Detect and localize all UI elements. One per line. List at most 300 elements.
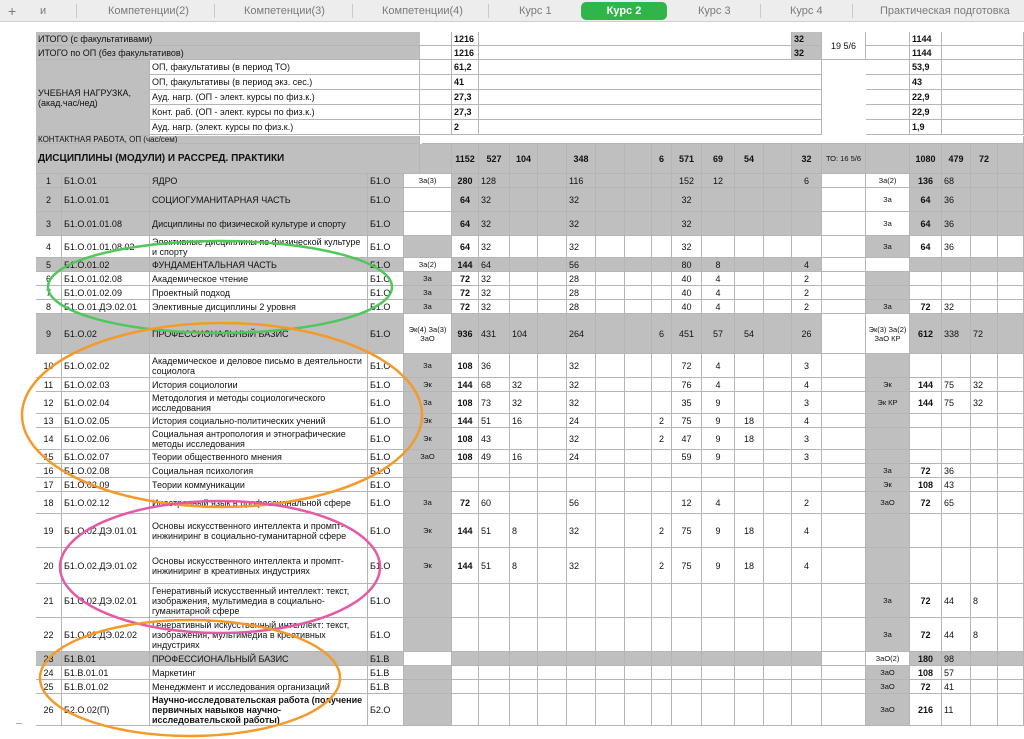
row-11-c[interactable] bbox=[538, 378, 567, 392]
row-4-c[interactable] bbox=[538, 236, 567, 258]
row-7-x4[interactable] bbox=[822, 286, 866, 300]
row-16-b[interactable] bbox=[510, 464, 538, 478]
row-2-h[interactable]: 64 bbox=[452, 188, 479, 212]
row-13-f[interactable]: 75 bbox=[672, 414, 702, 428]
row-24-code[interactable]: Б1.В.01.01 bbox=[62, 666, 150, 680]
row-12-h[interactable]: 108 bbox=[452, 392, 479, 414]
row-7-f[interactable]: 40 bbox=[672, 286, 702, 300]
cell-itogo-fakult-label[interactable]: ИТОГО (с факультативами) bbox=[36, 32, 452, 46]
row-10-d[interactable]: 32 bbox=[567, 354, 596, 378]
row-22-name[interactable]: Генеративный искусственный интеллект: текст, изображения, мультимедиа в креативных индустриях bbox=[150, 618, 368, 652]
row-23-a[interactable] bbox=[479, 652, 510, 666]
row-5-k[interactable] bbox=[735, 258, 764, 272]
header-cell-a2[interactable]: 479 bbox=[942, 144, 971, 174]
row-19-x2[interactable] bbox=[625, 514, 652, 548]
row-22-x4[interactable] bbox=[822, 618, 866, 652]
row-3-a2[interactable]: 36 bbox=[942, 212, 971, 236]
cell[interactable] bbox=[420, 32, 452, 46]
row-16-part[interactable]: Б1.О bbox=[368, 464, 404, 478]
row-15-n[interactable]: 15 bbox=[36, 450, 62, 464]
row-5-b2[interactable] bbox=[971, 258, 998, 272]
row-6-a[interactable]: 32 bbox=[479, 272, 510, 286]
row-23-a2[interactable]: 98 bbox=[942, 652, 971, 666]
load-row-value-2[interactable]: 22,9 bbox=[910, 90, 942, 105]
row-11-c2[interactable]: Эк bbox=[866, 378, 910, 392]
row-11-k[interactable] bbox=[735, 378, 764, 392]
row-17-h2[interactable]: 108 bbox=[910, 478, 942, 492]
row-17-n[interactable]: 17 bbox=[36, 478, 62, 492]
row-24-b2[interactable] bbox=[971, 666, 998, 680]
row-6-x4[interactable] bbox=[822, 272, 866, 286]
row-6-d[interactable]: 28 bbox=[567, 272, 596, 286]
row-8-a[interactable]: 32 bbox=[479, 300, 510, 314]
row-13-k[interactable]: 18 bbox=[735, 414, 764, 428]
row-15-part[interactable]: Б1.О bbox=[368, 450, 404, 464]
row-22-c2[interactable]: За bbox=[866, 618, 910, 652]
cell[interactable] bbox=[866, 60, 910, 75]
row-16-x5[interactable] bbox=[998, 464, 1024, 478]
row-11-x2[interactable] bbox=[625, 378, 652, 392]
row-20-b[interactable]: 8 bbox=[510, 548, 538, 584]
cell[interactable] bbox=[866, 90, 910, 105]
row-22-n[interactable]: 22 bbox=[36, 618, 62, 652]
cell-itogo-op-label[interactable]: ИТОГО по ОП (без факультативов) bbox=[36, 46, 420, 60]
row-24-x2[interactable] bbox=[625, 666, 652, 680]
row-24-ctl[interactable] bbox=[404, 666, 452, 680]
row-11-x1[interactable] bbox=[596, 378, 625, 392]
row-20-c[interactable] bbox=[538, 548, 567, 584]
row-20-part[interactable]: Б1.О bbox=[368, 548, 404, 584]
row-22-x3[interactable] bbox=[764, 618, 792, 652]
row-13-ctl[interactable]: Эк bbox=[404, 414, 452, 428]
row-21-f[interactable] bbox=[672, 584, 702, 618]
row-16-a2[interactable]: 36 bbox=[942, 464, 971, 478]
row-5-x5[interactable] bbox=[998, 258, 1024, 272]
row-4-x5[interactable] bbox=[998, 236, 1024, 258]
header-cell-k[interactable]: 54 bbox=[735, 144, 764, 174]
row-26-x3[interactable] bbox=[764, 694, 792, 726]
row-13-d[interactable]: 24 bbox=[567, 414, 596, 428]
row-19-ctl[interactable]: Эк bbox=[404, 514, 452, 548]
row-26-a2[interactable]: 11 bbox=[942, 694, 971, 726]
row-22-h[interactable] bbox=[452, 618, 479, 652]
header-cell-x1[interactable] bbox=[596, 144, 625, 174]
row-2-g[interactable] bbox=[702, 188, 735, 212]
row-13-h2[interactable] bbox=[910, 414, 942, 428]
row-9-a2[interactable]: 338 bbox=[942, 314, 971, 354]
row-7-m[interactable]: 2 bbox=[792, 286, 822, 300]
row-7-b[interactable] bbox=[510, 286, 538, 300]
row-8-g[interactable]: 4 bbox=[702, 300, 735, 314]
row-17-g[interactable] bbox=[702, 478, 735, 492]
row-17-x3[interactable] bbox=[764, 478, 792, 492]
header-cell-x3[interactable] bbox=[764, 144, 792, 174]
row-12-b2[interactable]: 32 bbox=[971, 392, 998, 414]
cell[interactable] bbox=[942, 75, 1024, 90]
add-sheet-icon[interactable]: + bbox=[8, 3, 17, 19]
row-17-c2[interactable]: Эк bbox=[866, 478, 910, 492]
row-24-b[interactable] bbox=[510, 666, 538, 680]
row-25-x3[interactable] bbox=[764, 680, 792, 694]
row-6-name[interactable]: Академическое чтение bbox=[150, 272, 368, 286]
row-3-part[interactable]: Б1.О bbox=[368, 212, 404, 236]
row-18-part[interactable]: Б1.О bbox=[368, 492, 404, 514]
row-26-f[interactable] bbox=[672, 694, 702, 726]
cell[interactable] bbox=[479, 75, 822, 90]
row-17-x4[interactable] bbox=[822, 478, 866, 492]
row-18-code[interactable]: Б1.О.02.12 bbox=[62, 492, 150, 514]
row-12-k[interactable] bbox=[735, 392, 764, 414]
row-18-k[interactable] bbox=[735, 492, 764, 514]
row-6-f[interactable]: 40 bbox=[672, 272, 702, 286]
row-15-a[interactable]: 49 bbox=[479, 450, 510, 464]
row-24-g[interactable] bbox=[702, 666, 735, 680]
row-14-a2[interactable] bbox=[942, 428, 971, 450]
cell-itogo-op-total[interactable]: 1216 bbox=[452, 46, 479, 60]
row-25-part[interactable]: Б1.В bbox=[368, 680, 404, 694]
row-24-k[interactable] bbox=[735, 666, 764, 680]
row-14-a[interactable]: 43 bbox=[479, 428, 510, 450]
row-21-c2[interactable]: За bbox=[866, 584, 910, 618]
row-12-name[interactable]: Методология и методы социологического исследования bbox=[150, 392, 368, 414]
row-2-x3[interactable] bbox=[764, 188, 792, 212]
row-24-f[interactable] bbox=[672, 666, 702, 680]
row-9-c[interactable] bbox=[538, 314, 567, 354]
row-23-e[interactable] bbox=[652, 652, 672, 666]
row-22-d[interactable] bbox=[567, 618, 596, 652]
row-14-part[interactable]: Б1.О bbox=[368, 428, 404, 450]
cell[interactable] bbox=[866, 105, 910, 120]
row-18-x2[interactable] bbox=[625, 492, 652, 514]
row-23-x2[interactable] bbox=[625, 652, 652, 666]
row-14-h2[interactable] bbox=[910, 428, 942, 450]
load-row-value-2[interactable]: 22,9 bbox=[910, 105, 942, 120]
row-22-code[interactable]: Б1.О.02.ДЭ.02.02 bbox=[62, 618, 150, 652]
row-7-b2[interactable] bbox=[971, 286, 998, 300]
cell-itogo-op-32[interactable]: 32 bbox=[792, 46, 822, 60]
row-4-a2[interactable]: 36 bbox=[942, 236, 971, 258]
row-3-n[interactable]: 3 bbox=[36, 212, 62, 236]
row-24-a[interactable] bbox=[479, 666, 510, 680]
row-19-g[interactable]: 9 bbox=[702, 514, 735, 548]
row-20-n[interactable]: 20 bbox=[36, 548, 62, 584]
row-19-part[interactable]: Б1.О bbox=[368, 514, 404, 548]
row-14-c[interactable] bbox=[538, 428, 567, 450]
row-18-x3[interactable] bbox=[764, 492, 792, 514]
row-5-a[interactable]: 64 bbox=[479, 258, 510, 272]
row-17-k[interactable] bbox=[735, 478, 764, 492]
row-8-k[interactable] bbox=[735, 300, 764, 314]
row-5-f[interactable]: 80 bbox=[672, 258, 702, 272]
row-18-c2[interactable]: ЗаО bbox=[866, 492, 910, 514]
row-24-x4[interactable] bbox=[822, 666, 866, 680]
row-14-d[interactable]: 32 bbox=[567, 428, 596, 450]
row-15-d[interactable]: 24 bbox=[567, 450, 596, 464]
header-cell-c2[interactable] bbox=[866, 144, 910, 174]
row-8-b2[interactable] bbox=[971, 300, 998, 314]
row-17-x2[interactable] bbox=[625, 478, 652, 492]
header-cell-b2[interactable]: 72 bbox=[971, 144, 998, 174]
row-21-x2[interactable] bbox=[625, 584, 652, 618]
row-25-b2[interactable] bbox=[971, 680, 998, 694]
row-15-x5[interactable] bbox=[998, 450, 1024, 464]
row-15-h[interactable]: 108 bbox=[452, 450, 479, 464]
row-20-f[interactable]: 75 bbox=[672, 548, 702, 584]
cell-itogo-fakult-t2[interactable]: 1144 bbox=[910, 32, 942, 46]
row-21-k[interactable] bbox=[735, 584, 764, 618]
row-1-d[interactable]: 116 bbox=[567, 174, 596, 188]
row-13-b2[interactable] bbox=[971, 414, 998, 428]
row-1-b[interactable] bbox=[510, 174, 538, 188]
row-7-n[interactable]: 7 bbox=[36, 286, 62, 300]
row-22-ctl[interactable] bbox=[404, 618, 452, 652]
header-cell-a[interactable]: 527 bbox=[479, 144, 510, 174]
row-22-f[interactable] bbox=[672, 618, 702, 652]
row-20-g[interactable]: 9 bbox=[702, 548, 735, 584]
row-15-k[interactable] bbox=[735, 450, 764, 464]
row-14-code[interactable]: Б1.О.02.06 bbox=[62, 428, 150, 450]
row-19-b[interactable]: 8 bbox=[510, 514, 538, 548]
row-16-f[interactable] bbox=[672, 464, 702, 478]
row-25-a2[interactable]: 41 bbox=[942, 680, 971, 694]
row-15-x1[interactable] bbox=[596, 450, 625, 464]
row-13-g[interactable]: 9 bbox=[702, 414, 735, 428]
row-18-x4[interactable] bbox=[822, 492, 866, 514]
row-25-d[interactable] bbox=[567, 680, 596, 694]
row-17-e[interactable] bbox=[652, 478, 672, 492]
row-12-e[interactable] bbox=[652, 392, 672, 414]
header-cell-h2[interactable]: 1080 bbox=[910, 144, 942, 174]
row-3-k[interactable] bbox=[735, 212, 764, 236]
row-2-a2[interactable]: 36 bbox=[942, 188, 971, 212]
header-cell-f[interactable]: 571 bbox=[672, 144, 702, 174]
row-16-c[interactable] bbox=[538, 464, 567, 478]
row-14-ctl[interactable]: Эк bbox=[404, 428, 452, 450]
tab-partial[interactable]: и bbox=[40, 5, 47, 17]
row-23-k[interactable] bbox=[735, 652, 764, 666]
row-18-a2[interactable]: 65 bbox=[942, 492, 971, 514]
row-26-b[interactable] bbox=[510, 694, 538, 726]
row-10-x5[interactable] bbox=[998, 354, 1024, 378]
row-7-e[interactable] bbox=[652, 286, 672, 300]
row-4-ctl[interactable] bbox=[404, 236, 452, 258]
row-10-f[interactable]: 72 bbox=[672, 354, 702, 378]
row-26-c[interactable] bbox=[538, 694, 567, 726]
row-19-c[interactable] bbox=[538, 514, 567, 548]
row-5-m[interactable]: 4 bbox=[792, 258, 822, 272]
header-cell-m[interactable]: 32 bbox=[792, 144, 822, 174]
row-21-m[interactable] bbox=[792, 584, 822, 618]
row-8-x4[interactable] bbox=[822, 300, 866, 314]
row-2-x1[interactable] bbox=[596, 188, 625, 212]
row-12-c2[interactable]: Эк КР bbox=[866, 392, 910, 414]
cell[interactable] bbox=[479, 32, 792, 46]
row-15-x4[interactable] bbox=[822, 450, 866, 464]
row-1-c[interactable] bbox=[538, 174, 567, 188]
row-10-a2[interactable] bbox=[942, 354, 971, 378]
load-row-value[interactable]: 27,3 bbox=[452, 105, 479, 120]
row-12-part[interactable]: Б1.О bbox=[368, 392, 404, 414]
row-18-g[interactable]: 4 bbox=[702, 492, 735, 514]
row-5-b[interactable] bbox=[510, 258, 538, 272]
row-12-f[interactable]: 35 bbox=[672, 392, 702, 414]
row-25-x1[interactable] bbox=[596, 680, 625, 694]
row-4-b2[interactable] bbox=[971, 236, 998, 258]
row-19-n[interactable]: 19 bbox=[36, 514, 62, 548]
row-1-m[interactable]: 6 bbox=[792, 174, 822, 188]
row-12-x3[interactable] bbox=[764, 392, 792, 414]
row-15-e[interactable] bbox=[652, 450, 672, 464]
row-24-e[interactable] bbox=[652, 666, 672, 680]
row-24-c2[interactable]: ЗаО bbox=[866, 666, 910, 680]
row-5-h2[interactable] bbox=[910, 258, 942, 272]
row-12-n[interactable]: 12 bbox=[36, 392, 62, 414]
load-row-value-2[interactable]: 43 bbox=[910, 75, 942, 90]
row-13-n[interactable]: 13 bbox=[36, 414, 62, 428]
row-1-x3[interactable] bbox=[764, 174, 792, 188]
row-2-n[interactable]: 2 bbox=[36, 188, 62, 212]
row-23-x1[interactable] bbox=[596, 652, 625, 666]
header-cell-x5[interactable] bbox=[998, 144, 1024, 174]
row-7-d[interactable]: 28 bbox=[567, 286, 596, 300]
row-7-code[interactable]: Б1.О.01.02.09 bbox=[62, 286, 150, 300]
row-6-e[interactable] bbox=[652, 272, 672, 286]
row-15-b2[interactable] bbox=[971, 450, 998, 464]
row-19-f[interactable]: 75 bbox=[672, 514, 702, 548]
row-20-x3[interactable] bbox=[764, 548, 792, 584]
row-4-k[interactable] bbox=[735, 236, 764, 258]
row-15-ctl[interactable]: ЗаО bbox=[404, 450, 452, 464]
row-5-c[interactable] bbox=[538, 258, 567, 272]
row-10-k[interactable] bbox=[735, 354, 764, 378]
row-9-f[interactable]: 451 bbox=[672, 314, 702, 354]
load-row-label[interactable]: ОП, факультативы (в период ТО) bbox=[150, 60, 420, 75]
row-13-part[interactable]: Б1.О bbox=[368, 414, 404, 428]
row-12-x5[interactable] bbox=[998, 392, 1024, 414]
row-17-a2[interactable]: 43 bbox=[942, 478, 971, 492]
row-13-x5[interactable] bbox=[998, 414, 1024, 428]
row-14-k[interactable]: 18 bbox=[735, 428, 764, 450]
row-21-x4[interactable] bbox=[822, 584, 866, 618]
cell[interactable] bbox=[420, 105, 452, 120]
row-3-x1[interactable] bbox=[596, 212, 625, 236]
row-12-c[interactable] bbox=[538, 392, 567, 414]
row-24-part[interactable]: Б1.В bbox=[368, 666, 404, 680]
row-14-x5[interactable] bbox=[998, 428, 1024, 450]
row-18-name[interactable]: Иностранный язык в профессиональной сфере bbox=[150, 492, 368, 514]
row-21-e[interactable] bbox=[652, 584, 672, 618]
row-8-part[interactable]: Б1.О bbox=[368, 300, 404, 314]
row-15-m[interactable]: 3 bbox=[792, 450, 822, 464]
row-9-n[interactable]: 9 bbox=[36, 314, 62, 354]
row-13-e[interactable]: 2 bbox=[652, 414, 672, 428]
row-6-b2[interactable] bbox=[971, 272, 998, 286]
row-26-h[interactable] bbox=[452, 694, 479, 726]
load-row-label[interactable]: Ауд. нагр. (элект. курсы по физ.к.) bbox=[150, 120, 420, 135]
row-3-x3[interactable] bbox=[764, 212, 792, 236]
row-21-name[interactable]: Генеративный искусственный интеллект: текст, изображения, мультимедиа в социально-гуманитарной сфере bbox=[150, 584, 368, 618]
cell[interactable] bbox=[942, 105, 1024, 120]
row-3-g[interactable] bbox=[702, 212, 735, 236]
row-3-x2[interactable] bbox=[625, 212, 652, 236]
row-16-x2[interactable] bbox=[625, 464, 652, 478]
row-9-code[interactable]: Б1.О.02 bbox=[62, 314, 150, 354]
row-24-h2[interactable]: 108 bbox=[910, 666, 942, 680]
row-19-x5[interactable] bbox=[998, 514, 1024, 548]
row-2-ctl[interactable] bbox=[404, 188, 452, 212]
row-21-g[interactable] bbox=[702, 584, 735, 618]
row-1-x4[interactable] bbox=[822, 174, 866, 188]
row-16-x1[interactable] bbox=[596, 464, 625, 478]
cell[interactable] bbox=[479, 120, 822, 135]
row-2-k[interactable] bbox=[735, 188, 764, 212]
row-4-x4[interactable] bbox=[822, 236, 866, 258]
row-20-x5[interactable] bbox=[998, 548, 1024, 584]
row-5-h[interactable]: 144 bbox=[452, 258, 479, 272]
row-7-k[interactable] bbox=[735, 286, 764, 300]
row-19-code[interactable]: Б1.О.02.ДЭ.01.01 bbox=[62, 514, 150, 548]
tab-course-1[interactable]: Курс 1 bbox=[519, 5, 552, 17]
row-14-name[interactable]: Социальная антропология и этнографические методы исследования bbox=[150, 428, 368, 450]
row-2-h2[interactable]: 64 bbox=[910, 188, 942, 212]
cell[interactable] bbox=[479, 46, 792, 60]
cell[interactable] bbox=[479, 60, 822, 75]
row-13-c[interactable] bbox=[538, 414, 567, 428]
row-15-x3[interactable] bbox=[764, 450, 792, 464]
row-2-f[interactable]: 32 bbox=[672, 188, 702, 212]
row-16-c2[interactable]: За bbox=[866, 464, 910, 478]
row-7-g[interactable]: 4 bbox=[702, 286, 735, 300]
row-12-code[interactable]: Б1.О.02.04 bbox=[62, 392, 150, 414]
load-row-value[interactable]: 61,2 bbox=[452, 60, 479, 75]
row-3-c2[interactable]: За bbox=[866, 212, 910, 236]
row-9-a[interactable]: 431 bbox=[479, 314, 510, 354]
row-5-x2[interactable] bbox=[625, 258, 652, 272]
cell[interactable] bbox=[866, 75, 910, 90]
row-22-x5[interactable] bbox=[998, 618, 1024, 652]
row-20-c2[interactable] bbox=[866, 548, 910, 584]
cell[interactable] bbox=[420, 144, 452, 174]
row-16-h2[interactable]: 72 bbox=[910, 464, 942, 478]
row-6-h2[interactable] bbox=[910, 272, 942, 286]
row-3-a[interactable]: 32 bbox=[479, 212, 510, 236]
row-9-k[interactable]: 54 bbox=[735, 314, 764, 354]
load-row-value-2[interactable]: 53,9 bbox=[910, 60, 942, 75]
row-25-b[interactable] bbox=[510, 680, 538, 694]
row-13-c2[interactable] bbox=[866, 414, 910, 428]
row-14-n[interactable]: 14 bbox=[36, 428, 62, 450]
header-cell-h[interactable]: 1152 bbox=[452, 144, 479, 174]
row-11-h[interactable]: 144 bbox=[452, 378, 479, 392]
row-25-ctl[interactable] bbox=[404, 680, 452, 694]
cell[interactable] bbox=[866, 120, 910, 135]
row-8-n[interactable]: 8 bbox=[36, 300, 62, 314]
row-6-k[interactable] bbox=[735, 272, 764, 286]
row-17-d[interactable] bbox=[567, 478, 596, 492]
row-25-code[interactable]: Б1.В.01.02 bbox=[62, 680, 150, 694]
row-7-a2[interactable] bbox=[942, 286, 971, 300]
row-4-d[interactable]: 32 bbox=[567, 236, 596, 258]
tab-course-3[interactable]: Курс 3 bbox=[698, 5, 731, 17]
row-25-h[interactable] bbox=[452, 680, 479, 694]
cell[interactable] bbox=[420, 120, 452, 135]
row-16-name[interactable]: Социальная психология bbox=[150, 464, 368, 478]
row-7-x3[interactable] bbox=[764, 286, 792, 300]
row-19-c2[interactable] bbox=[866, 514, 910, 548]
row-2-part[interactable]: Б1.О bbox=[368, 188, 404, 212]
row-6-part[interactable]: Б1.О bbox=[368, 272, 404, 286]
row-10-g[interactable]: 4 bbox=[702, 354, 735, 378]
